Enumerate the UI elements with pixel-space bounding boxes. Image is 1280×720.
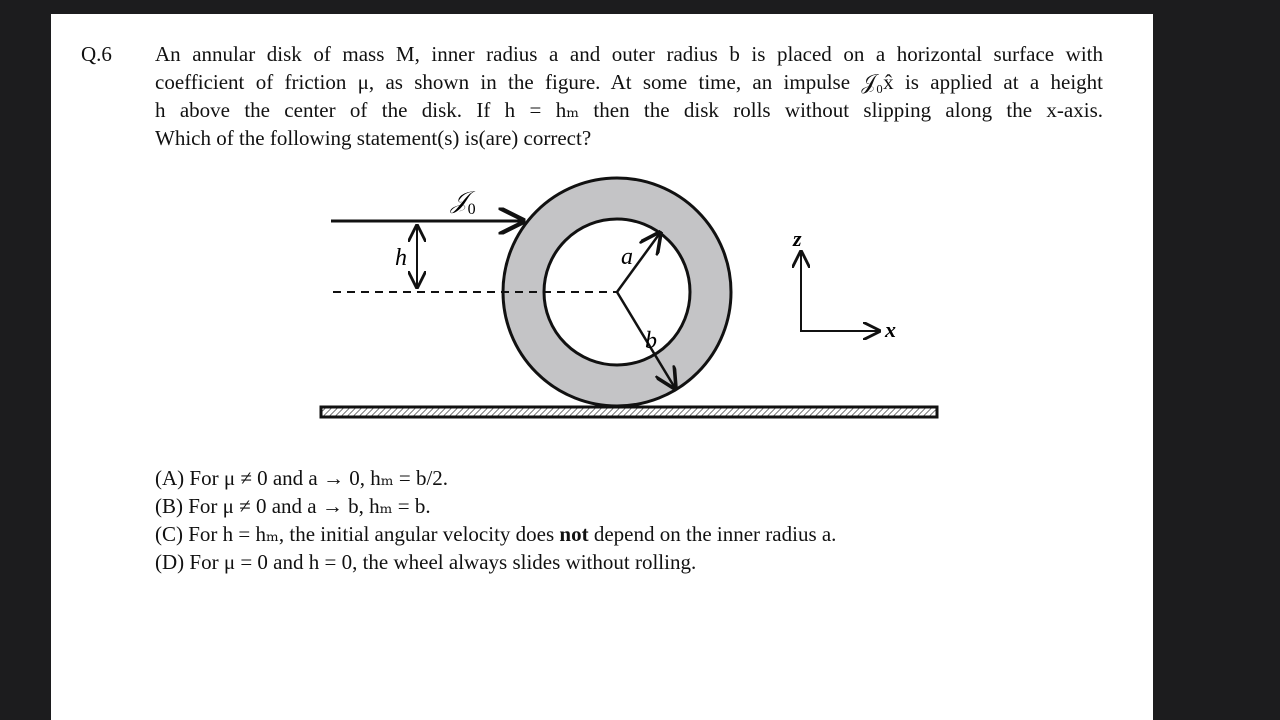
option-d [155,548,836,576]
x-axis-label: x [885,317,896,342]
answer-options [155,464,836,576]
question-line-4: Which of the following statement(s) is(are) correct? [155,126,592,150]
question-text [155,40,1103,152]
option-a [155,464,836,492]
ground-surface [321,407,937,417]
question-number: Q.6 [81,42,112,66]
option-c-text-bold: not [559,522,589,546]
option-a-label: (A) [155,466,185,490]
impulse-label: 𝒥$_0$ [451,188,476,218]
question-line-1: An annular disk of mass M, inner radius a and outer radius b is placed on a horizontal surface with [155,42,1103,66]
option-c-label: (C) [155,522,183,546]
option-b-label: (B) [155,494,183,518]
option-a-text: For μ ≠ 0 and a → 0, hₘ = b/2. [189,466,449,490]
option-c [155,520,836,548]
question-line-3: h above the center of the disk. If h = hₘ then the disk rolls without slipping along the x-axis. [155,98,1103,122]
annular-disk-figure [311,164,951,424]
question-line-2: coefficient of friction μ, as shown in the figure. At some time, an impulse 𝒥₀x̂ is applied at a height [155,70,1103,94]
option-c-text-pre: For h = hₘ, the initial angular velocity does [188,522,560,546]
option-b-text: For μ ≠ 0 and a → b, hₘ = b. [188,494,431,518]
option-c-text-post: depend on the inner radius a. [588,522,837,546]
document-page [51,14,1153,720]
option-d-label: (D) [155,550,185,574]
inner-radius-label: a [621,244,633,270]
z-axis-label: z [793,226,802,251]
height-label: h [395,245,407,271]
option-b [155,492,836,520]
option-d-text: For μ = 0 and h = 0, the wheel always slides without rolling. [189,550,697,574]
outer-radius-label: b [645,328,657,354]
